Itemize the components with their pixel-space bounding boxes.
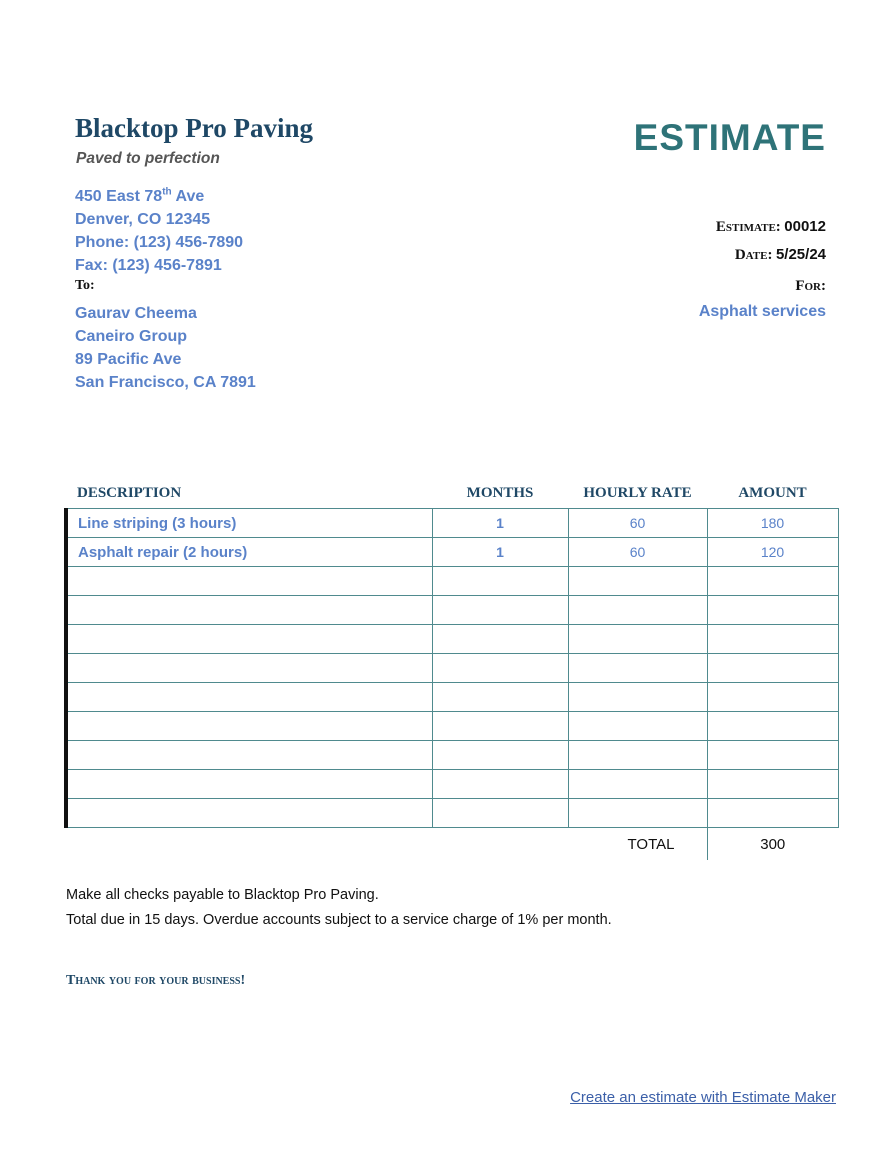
- estimate-number: 00012: [784, 218, 826, 235]
- for-value: Asphalt services: [698, 303, 826, 320]
- estimate-maker-link[interactable]: Create an estimate with Estimate Maker: [570, 1089, 836, 1106]
- row-description[interactable]: Line striping (3 hours): [66, 509, 432, 538]
- empty-cell[interactable]: [432, 741, 568, 770]
- header-hourly-rate: HOURLY RATE: [568, 478, 707, 509]
- row-rate[interactable]: 60: [568, 538, 707, 567]
- date-line: [735, 246, 826, 264]
- empty-cell[interactable]: [432, 683, 568, 712]
- header-months: MONTHS: [432, 478, 568, 509]
- table-row: [66, 509, 838, 538]
- empty-table-row: [66, 712, 838, 741]
- company-city: Denver, CO 12345: [75, 211, 211, 228]
- empty-cell[interactable]: [432, 625, 568, 654]
- client-name: Gaurav Cheema: [75, 305, 197, 322]
- line-items-table: [64, 478, 839, 860]
- empty-table-row: [66, 770, 838, 799]
- empty-cell[interactable]: [707, 683, 838, 712]
- empty-cell[interactable]: [568, 770, 707, 799]
- empty-cell[interactable]: [66, 625, 432, 654]
- client-company: Caneiro Group: [75, 328, 188, 345]
- empty-cell[interactable]: [568, 683, 707, 712]
- empty-table-row: [66, 625, 838, 654]
- empty-cell[interactable]: [568, 741, 707, 770]
- empty-table-row: [66, 567, 838, 596]
- total-value: 300: [707, 828, 838, 861]
- company-name: Blacktop Pro Paving: [75, 113, 314, 143]
- empty-cell[interactable]: [66, 654, 432, 683]
- payable-note: Make all checks payable to Blacktop Pro Paving.: [66, 887, 379, 903]
- empty-cell[interactable]: [707, 654, 838, 683]
- empty-cell[interactable]: [707, 712, 838, 741]
- empty-cell[interactable]: [707, 799, 838, 828]
- row-amount[interactable]: 120: [707, 538, 838, 567]
- empty-table-row: [66, 596, 838, 625]
- to-label: To:: [75, 278, 95, 293]
- terms-note: Total due in 15 days. Overdue accounts subject to a service charge of 1% per month.: [66, 912, 612, 928]
- empty-cell[interactable]: [568, 654, 707, 683]
- client-city: San Francisco, CA 7891: [75, 374, 256, 391]
- empty-cell[interactable]: [432, 799, 568, 828]
- empty-cell[interactable]: [568, 567, 707, 596]
- empty-cell[interactable]: [432, 596, 568, 625]
- row-months[interactable]: 1: [432, 538, 568, 567]
- empty-cell[interactable]: [568, 799, 707, 828]
- row-rate[interactable]: 60: [568, 509, 707, 538]
- empty-cell[interactable]: [432, 654, 568, 683]
- header-description: DESCRIPTION: [66, 478, 432, 509]
- empty-cell[interactable]: [707, 596, 838, 625]
- empty-cell[interactable]: [66, 596, 432, 625]
- row-amount[interactable]: 180: [707, 509, 838, 538]
- empty-cell[interactable]: [66, 770, 432, 799]
- for-line: [795, 278, 826, 295]
- empty-cell[interactable]: [66, 567, 432, 596]
- row-description[interactable]: Asphalt repair (2 hours): [66, 538, 432, 567]
- empty-cell[interactable]: [432, 770, 568, 799]
- company-tagline: Paved to perfection: [76, 150, 220, 167]
- total-label: TOTAL: [627, 835, 675, 853]
- empty-table-row: [66, 654, 838, 683]
- empty-table-row: [66, 683, 838, 712]
- street-number: 450 East 78: [75, 188, 163, 205]
- for-label: For:: [795, 278, 826, 294]
- empty-cell[interactable]: [568, 712, 707, 741]
- empty-cell[interactable]: [432, 712, 568, 741]
- empty-cell[interactable]: [66, 712, 432, 741]
- empty-table-row: [66, 741, 838, 770]
- street-type: Ave: [171, 188, 205, 205]
- empty-cell[interactable]: [707, 770, 838, 799]
- empty-cell[interactable]: [66, 799, 432, 828]
- empty-cell[interactable]: [432, 567, 568, 596]
- company-phone: Phone: (123) 456-7890: [75, 234, 244, 251]
- table-header-row: [66, 478, 838, 509]
- company-street: [75, 185, 243, 208]
- total-row: [66, 828, 838, 861]
- empty-cell[interactable]: [707, 741, 838, 770]
- client-street: 89 Pacific Ave: [75, 351, 182, 368]
- street-suffix: th: [162, 186, 172, 198]
- empty-table-row: [66, 799, 838, 828]
- empty-cell[interactable]: [568, 625, 707, 654]
- header-amount: AMOUNT: [707, 478, 838, 509]
- empty-cell[interactable]: [707, 567, 838, 596]
- document-title: ESTIMATE: [633, 117, 826, 158]
- empty-cell[interactable]: [568, 596, 707, 625]
- client-address: [75, 302, 256, 394]
- thank-you-message: Thank you for your business!: [66, 973, 246, 988]
- date-value: 5/25/24: [775, 246, 826, 263]
- empty-cell[interactable]: [66, 683, 432, 712]
- date-label: Date:: [734, 247, 773, 263]
- company-fax: Fax: (123) 456-7891: [75, 257, 222, 274]
- empty-cell[interactable]: [66, 741, 432, 770]
- table-row: [66, 538, 838, 567]
- total-spacer: [432, 828, 568, 861]
- total-spacer: [66, 828, 432, 861]
- company-address: [75, 185, 243, 277]
- estimate-number-line: [716, 218, 826, 236]
- row-months[interactable]: 1: [432, 509, 568, 538]
- estimate-number-label: Estimate:: [715, 219, 781, 235]
- empty-cell[interactable]: [707, 625, 838, 654]
